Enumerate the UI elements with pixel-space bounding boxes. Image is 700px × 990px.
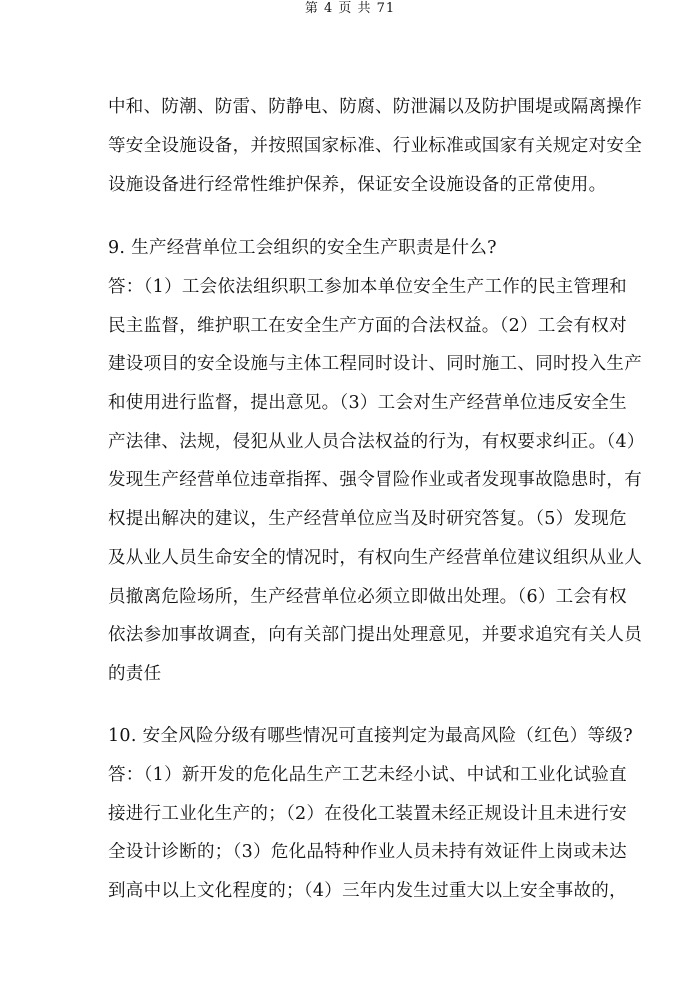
page-header: 第 4 页 共 71 (304, 1, 396, 16)
question-9-title: 9. 生产经营单位工会组织的安全生产职责是什么? (108, 238, 497, 258)
answer-line: 员撤离危险场所，生产经营单位必须立即做出处理。（6）工会有权 (108, 587, 627, 607)
answer-line: 和使用进行监督，提出意见。（3）工会对生产经营单位违反安全生 (108, 393, 627, 413)
answer-line: 发现生产经营单位违章指挥、强令冒险作业或者发现事故隐患时，有 (108, 470, 642, 490)
answer-line: 接进行工业化生产的；（2）在役化工装置未经正规设计且未进行安 (108, 804, 627, 824)
answer-line: 依法参加事故调查，向有关部门提出处理意见，并要求追究有关人员 (108, 625, 642, 645)
answer-line: 民主监督，维护职工在安全生产方面的合法权益。（2）工会有权对 (108, 316, 627, 336)
text-line: 等安全设施设备，并按照国家标准、行业标准或国家有关规定对安全 (108, 136, 642, 156)
answer-line: 及从业人员生命安全的情况时，有权向生产经营单位建议组织从业人 (108, 548, 642, 568)
answer-line: 权提出解决的建议，生产经营单位应当及时研究答复。（5）发现危 (108, 509, 627, 529)
text-line: 中和、防潮、防雷、防静电、防腐、防泄漏以及防护围堤或隔离操作 (108, 97, 642, 117)
answer-line: 答：（1）新开发的危化品生产工艺未经小试、中试和工业化试验直 (108, 765, 627, 785)
answer-line: 全设计诊断的；（3）危化品特种作业人员未持有效证件上岗或未达 (108, 842, 627, 862)
answer-line: 产法律、法规，侵犯从业人员合法权益的行为，有权要求纠正。（4） (108, 432, 645, 452)
text-line: 设施设备进行经常性维护保养，保证安全设施设备的正常使用。 (108, 175, 607, 195)
answer-line: 建设项目的安全设施与主体工程同时设计、同时施工、同时投入生产 (108, 354, 642, 374)
question-10-title: 10. 安全风险分级有哪些情况可直接判定为最高风险（红色）等级? (108, 726, 633, 746)
answer-line: 答：（1）工会依法组织职工参加本单位安全生产工作的民主管理和 (108, 277, 627, 297)
answer-line: 到高中以上文化程度的；（4）三年内发生过重大以上安全事故的， (108, 881, 627, 901)
answer-line: 的责任 (108, 664, 162, 684)
